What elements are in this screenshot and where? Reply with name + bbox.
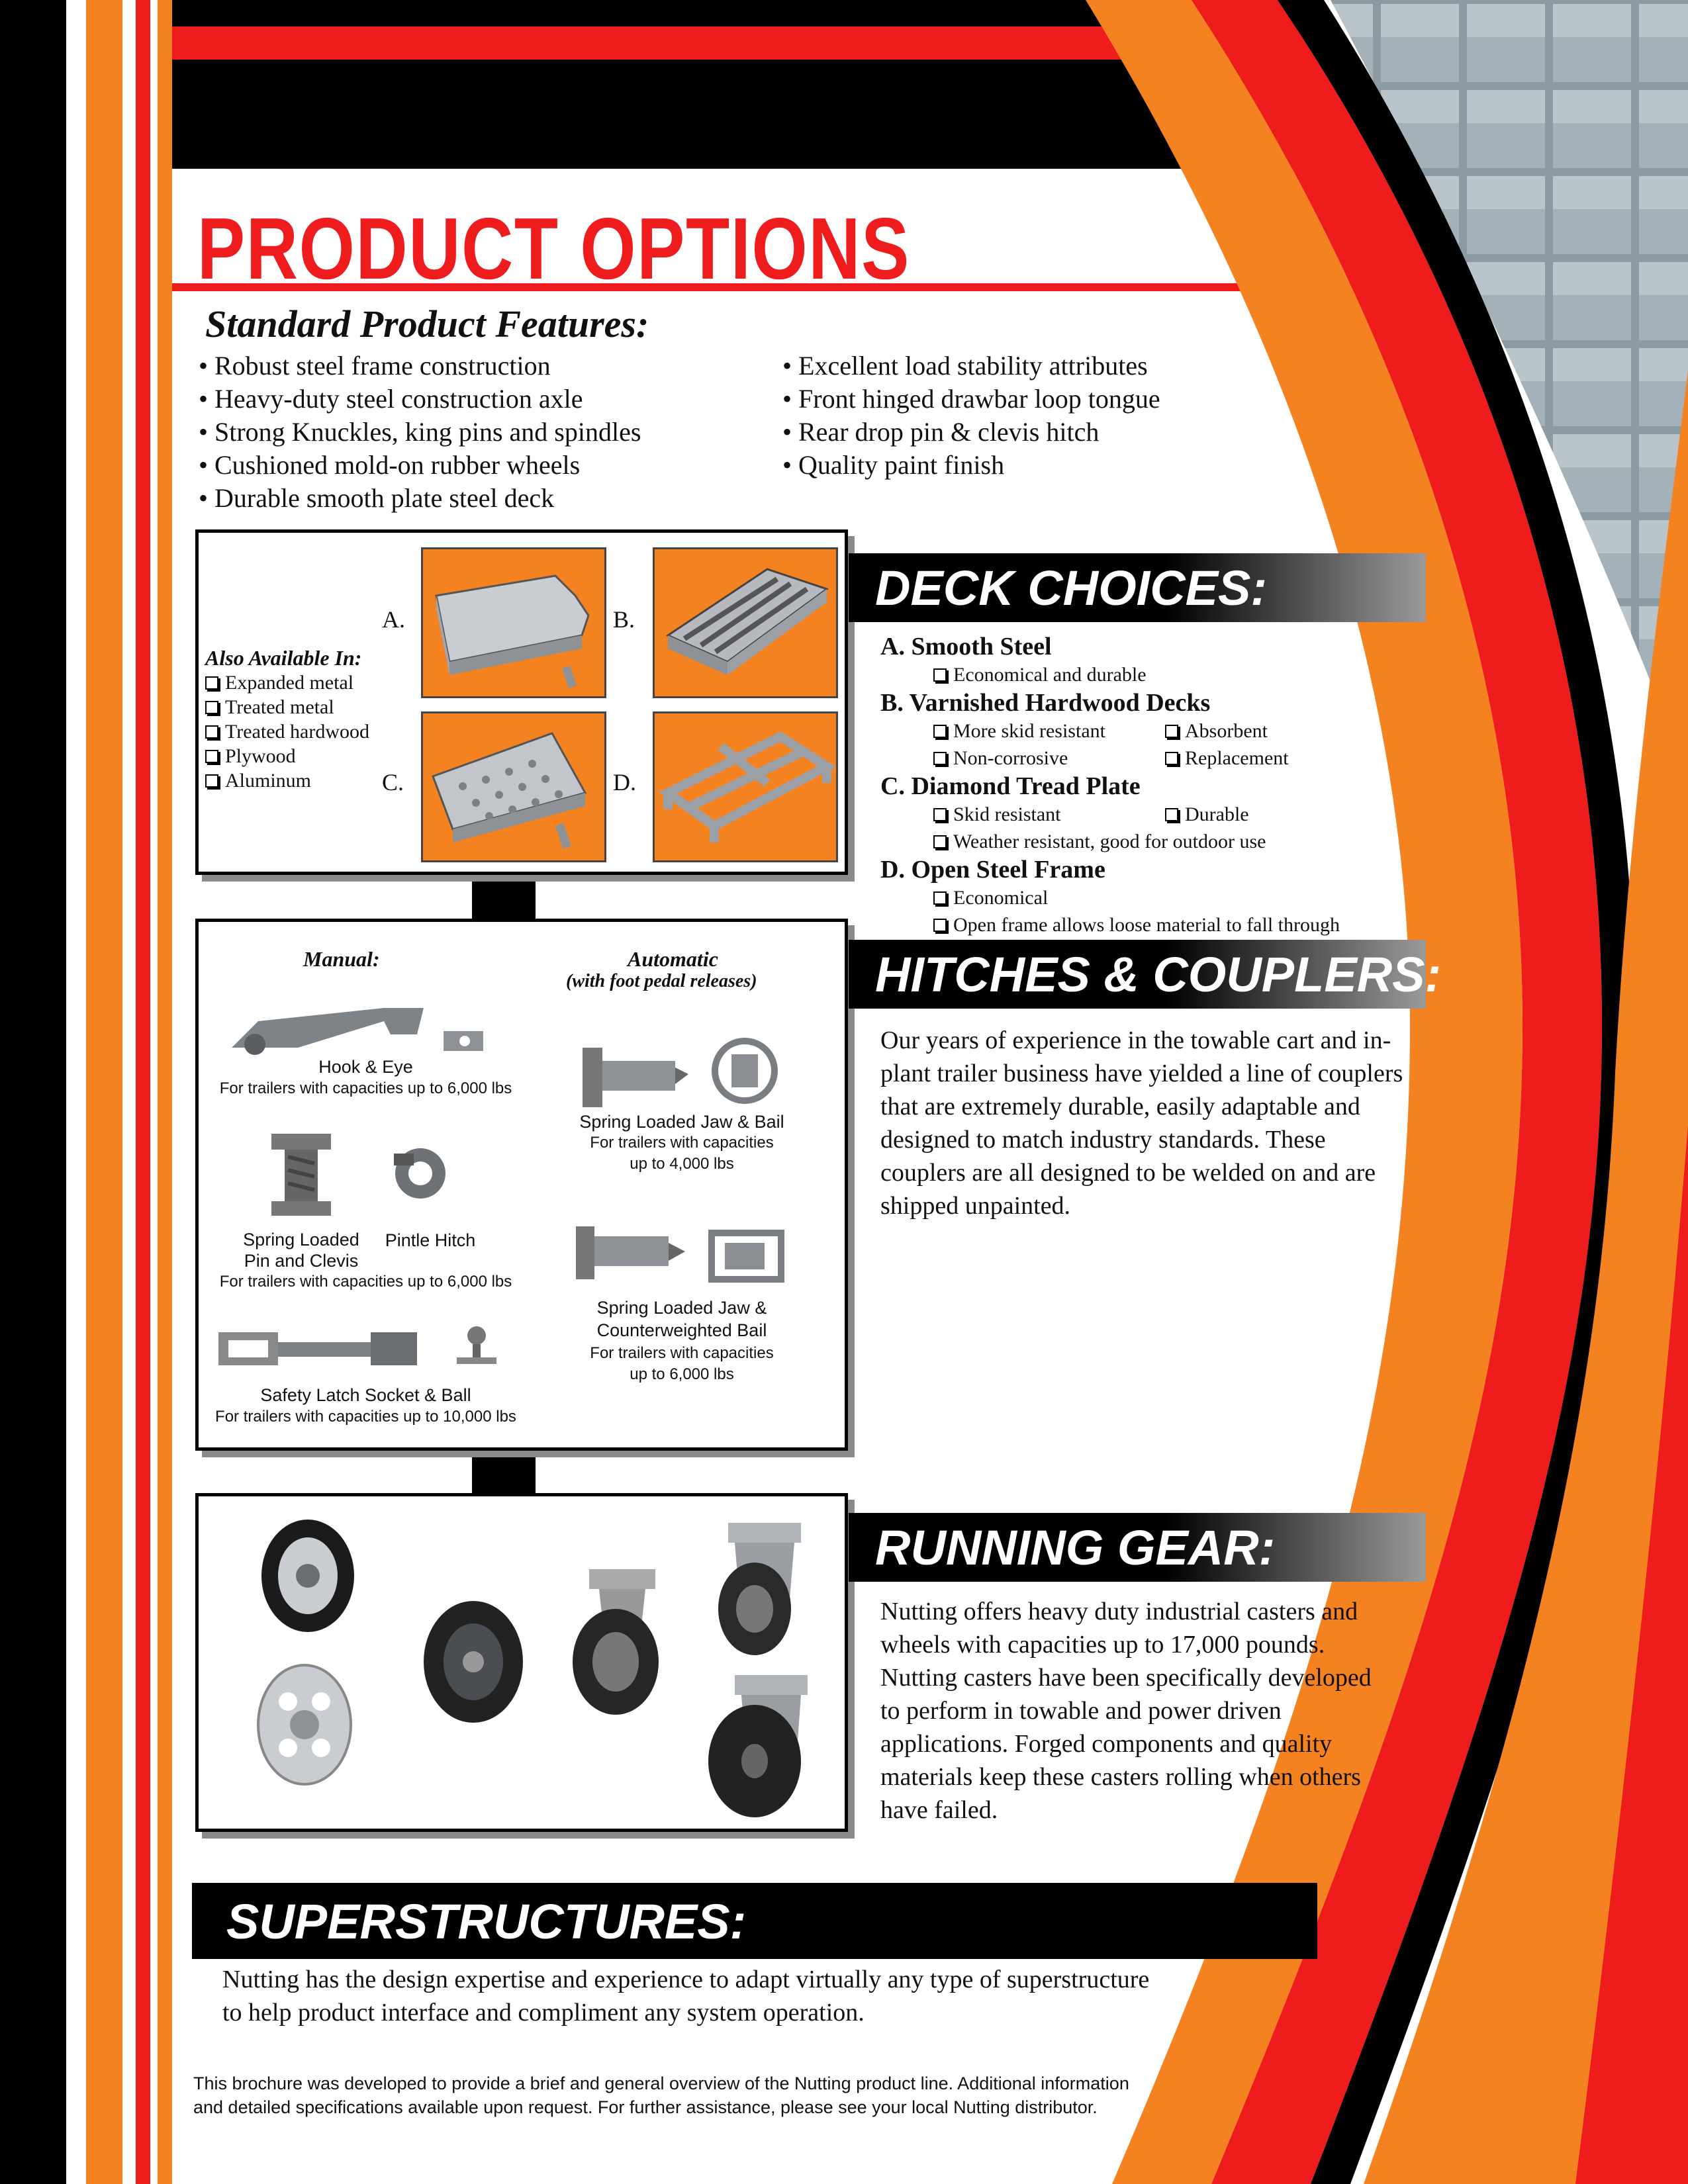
features-heading: Standard Product Features: bbox=[205, 302, 649, 345]
checkbox-icon bbox=[205, 725, 218, 739]
deck-choice-d-title: D. Open Steel Frame bbox=[880, 856, 1105, 884]
checkbox-icon bbox=[933, 808, 947, 821]
superstructures-title: SUPERSTRUCTURES: bbox=[226, 1894, 747, 1949]
pintle-hitch-label: Pintle Hitch bbox=[385, 1230, 476, 1250]
features-list-right bbox=[782, 349, 1160, 482]
jaw-counterweight-label: Spring Loaded Jaw & Counterweighted Bail bbox=[596, 1298, 767, 1340]
checkbox-icon bbox=[933, 752, 947, 765]
superstructures-header bbox=[192, 1883, 1317, 1959]
checkbox-icon bbox=[1165, 808, 1178, 821]
features-list-left bbox=[199, 349, 641, 515]
hook-eye-label: Hook & Eye bbox=[318, 1057, 413, 1077]
pintle-hitch-image bbox=[384, 1140, 457, 1206]
deck-choices-list bbox=[880, 632, 1340, 938]
jaw-counterweight-image bbox=[569, 1213, 794, 1293]
deck-choices-header bbox=[849, 553, 1426, 622]
deck-image-smooth-steel bbox=[421, 547, 606, 698]
hook-eye-caption: For trailers with capacities up to 6,000 lbs bbox=[219, 1079, 512, 1097]
deck-image-diamond-tread bbox=[421, 711, 606, 862]
also-available-item: Plywood bbox=[205, 744, 369, 768]
deck-choice-option: Economical and durable bbox=[880, 661, 1340, 688]
deck-letter-d: D. bbox=[613, 769, 636, 796]
feature-item: • Heavy-duty steel construction axle bbox=[199, 384, 583, 414]
feature-item: • Excellent load stability attributes bbox=[782, 351, 1148, 381]
running-gear-title: RUNNING GEAR: bbox=[875, 1520, 1276, 1575]
checkbox-icon bbox=[205, 676, 218, 690]
running-gear-box bbox=[195, 1493, 848, 1832]
jaw-bail-image bbox=[576, 1034, 788, 1114]
deck-image-hardwood bbox=[653, 547, 838, 698]
jaw-counterweight-caption-2: up to 6,000 lbs bbox=[630, 1365, 734, 1383]
running-gear-header bbox=[849, 1513, 1426, 1582]
pin-clevis-image bbox=[265, 1127, 338, 1220]
checkbox-icon bbox=[1165, 752, 1178, 765]
safety-latch-caption: For trailers with capacities up to 10,000 lbs bbox=[215, 1408, 516, 1426]
deck-letter-c: C. bbox=[382, 769, 404, 796]
hitches-body: Our years of experience in the towable cart and in-plant trailer business have yielded a line of couplers that are extremely durable, easily adaptable and designed to match industry standards. These couplers are all designed to be welded on and are shipped unpainted. bbox=[880, 1026, 1403, 1220]
deck-choice-option: Weather resistant, good for outdoor use bbox=[880, 828, 1340, 855]
casters-image bbox=[212, 1510, 834, 1821]
jaw-bail-caption-1: For trailers with capacities bbox=[590, 1134, 774, 1152]
deck-choice-option-row: Non-corrosive Replacement bbox=[880, 745, 1340, 772]
superstructures-body: Nutting has the design expertise and experience to adapt virtually any type of superstructure to help product interface and compliment any system operation. bbox=[222, 1966, 1150, 2026]
also-available-item: Treated hardwood bbox=[205, 719, 369, 744]
deck-letter-b: B. bbox=[613, 606, 635, 633]
feature-item: • Rear drop pin & clevis hitch bbox=[782, 417, 1100, 447]
automatic-label: Automatic bbox=[628, 947, 718, 971]
checkbox-icon bbox=[933, 919, 947, 932]
automatic-sublabel: (with foot pedal releases) bbox=[566, 971, 757, 991]
also-available-heading: Also Available In: bbox=[205, 646, 362, 670]
feature-item: • Durable smooth plate steel deck bbox=[199, 483, 555, 513]
checkbox-icon bbox=[933, 891, 947, 905]
also-available-item: Expanded metal bbox=[205, 670, 369, 695]
checkbox-icon bbox=[205, 750, 218, 763]
feature-item: • Cushioned mold-on rubber wheels bbox=[199, 450, 581, 480]
deck-image-open-frame bbox=[653, 711, 838, 862]
deck-choice-a-title: A. Smooth Steel bbox=[880, 633, 1052, 660]
checkbox-icon bbox=[205, 774, 218, 788]
pin-clevis-caption: For trailers with capacities up to 6,000 lbs bbox=[219, 1273, 512, 1291]
deck-choices-title: DECK CHOICES: bbox=[875, 561, 1268, 615]
deck-choice-option: Economical bbox=[880, 884, 1340, 911]
also-available-item: Aluminum bbox=[205, 768, 369, 793]
safety-latch-label: Safety Latch Socket & Ball bbox=[260, 1385, 471, 1405]
manual-label: Manual: bbox=[303, 947, 380, 971]
safety-latch-image bbox=[212, 1319, 503, 1379]
checkbox-icon bbox=[1165, 725, 1178, 738]
checkbox-icon bbox=[933, 835, 947, 848]
checkbox-icon bbox=[205, 701, 218, 714]
feature-item: • Quality paint finish bbox=[782, 450, 1005, 480]
deck-options-box bbox=[195, 529, 848, 875]
jaw-bail-label: Spring Loaded Jaw & Bail bbox=[579, 1112, 784, 1132]
feature-item: • Front hinged drawbar loop tongue bbox=[782, 384, 1160, 414]
hitches-header bbox=[849, 940, 1442, 1009]
also-available-item: Treated metal bbox=[205, 695, 369, 719]
deck-choice-option: Open frame allows loose material to fall through bbox=[880, 911, 1340, 938]
checkbox-icon bbox=[933, 725, 947, 738]
hitches-title: HITCHES & COUPLERS: bbox=[875, 947, 1442, 1002]
deck-choice-c-title: C. Diamond Tread Plate bbox=[880, 772, 1141, 800]
deck-choice-option-row: Skid resistant Durable bbox=[880, 801, 1340, 828]
deck-letter-a: A. bbox=[382, 606, 405, 633]
hitches-box bbox=[195, 919, 848, 1451]
jaw-counterweight-caption-1: For trailers with capacities bbox=[590, 1344, 774, 1362]
running-gear-body: Nutting offers heavy duty industrial casters and wheels with capacities up to 17,000 pounds. Nutting casters have been specifically developed to perform in towable and power driven applications. Forged components and quality materials keep these casters rolling when others have failed. bbox=[880, 1598, 1372, 1824]
deck-choice-b-title: B. Varnished Hardwood Decks bbox=[880, 689, 1211, 717]
feature-item: • Robust steel frame construction bbox=[199, 351, 551, 381]
page-title: PRODUCT OPTIONS bbox=[197, 200, 910, 297]
feature-item: • Strong Knuckles, king pins and spindles bbox=[199, 417, 641, 447]
checkbox-icon bbox=[933, 668, 947, 682]
also-available-list bbox=[205, 645, 369, 793]
jaw-bail-caption-2: up to 4,000 lbs bbox=[630, 1155, 734, 1173]
footer-note: This brochure was developed to provide a brief and general overview of the Nutting product line. Additional information and detailed specifications available upon request. For further assistance, please see your local Nutting distributor. bbox=[193, 2073, 1129, 2117]
deck-choice-option-row: More skid resistant Absorbent bbox=[880, 717, 1340, 745]
pin-clevis-label: Spring Loaded Pin and Clevis bbox=[243, 1230, 359, 1271]
